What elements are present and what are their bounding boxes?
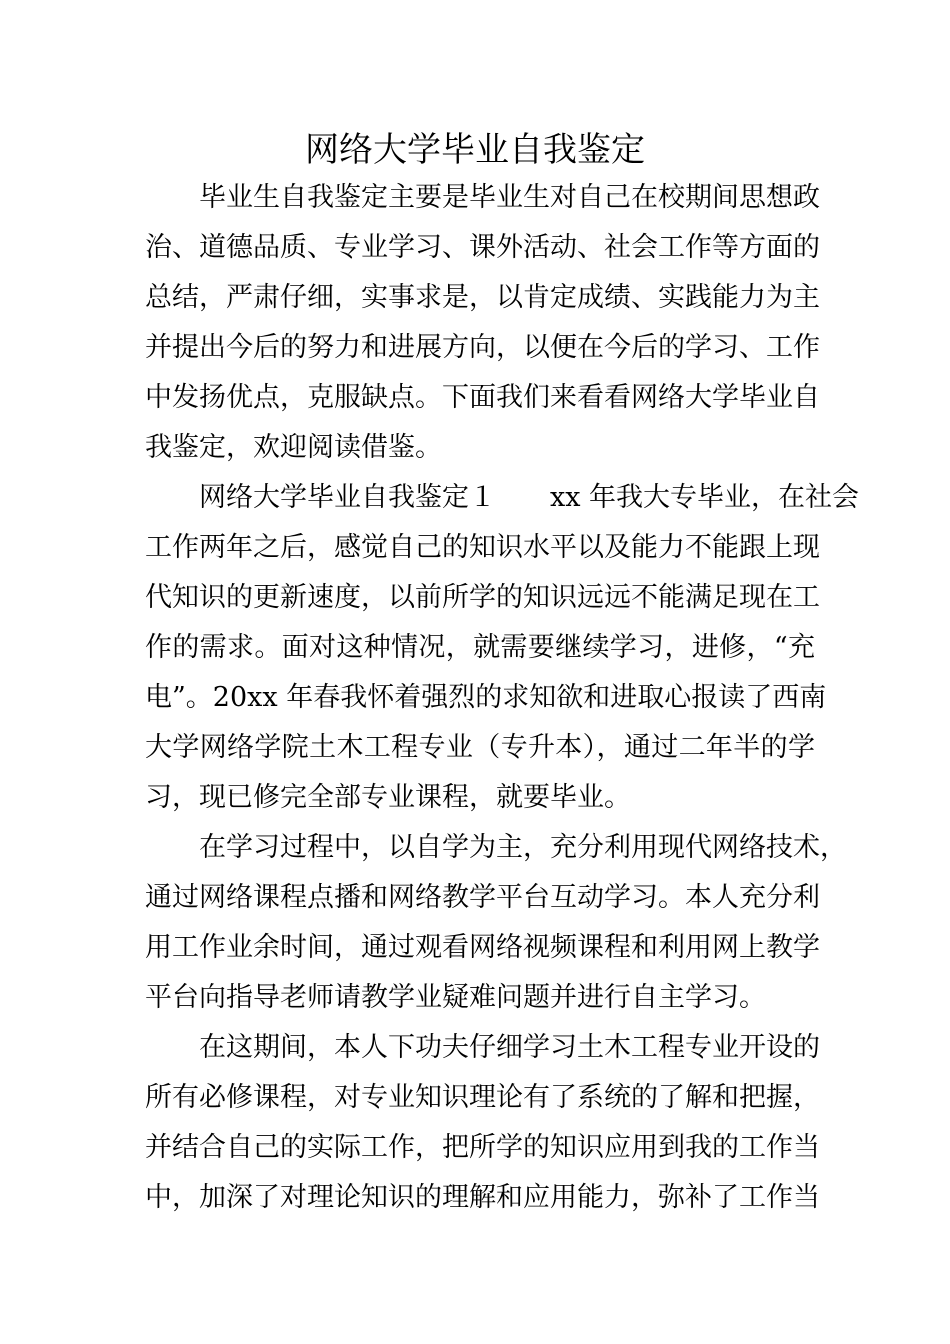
paragraph-1-line-1: 毕业生自我鉴定主要是毕业生对自己在校期间思想政 xyxy=(199,182,820,213)
paragraph-2-line-2: 工作两年之后，感觉自己的知识水平以及能力不能跟上现 xyxy=(145,532,820,563)
paragraph-3-line-4: 平台向指导老师请教学业疑难问题并进行自主学习。 xyxy=(145,982,766,1013)
paragraph-3-line-2: 通过网络课程点播和网络教学平台互动学习。本人充分利 xyxy=(145,882,820,913)
paragraph-4-line-2: 所有必修课程，对专业知识理论有了系统的了解和把握， xyxy=(145,1082,820,1113)
paragraph-4-line-1: 在这期间，本人下功夫仔细学习土木工程专业开设的 xyxy=(199,1032,820,1063)
paragraph-1-line-5: 中发扬优点，克服缺点。下面我们来看看网络大学毕业自 xyxy=(145,382,820,413)
paragraph-2-line-3: 代知识的更新速度，以前所学的知识远远不能满足现在工 xyxy=(145,582,820,613)
paragraph-2-line-4: 作的需求。面对这种情况，就需要继续学习，进修，“充 xyxy=(145,632,815,663)
paragraph-3-line-1: 在学习过程中，以自学为主，充分利用现代网络技术， xyxy=(199,832,847,863)
paragraph-1-line-3: 总结，严肃仔细，实事求是，以肯定成绩、实践能力为主 xyxy=(145,282,820,313)
paragraph-2-line-6: 大学网络学院土木工程专业（专升本），通过二年半的学 xyxy=(145,732,815,763)
paragraph-4-line-3: 并结合自己的实际工作，把所学的知识应用到我的工作当 xyxy=(145,1132,820,1163)
document-title: 网络大学毕业自我鉴定 xyxy=(305,130,645,170)
paragraph-1-line-4: 并提出今后的努力和进展方向，以便在今后的学习、工作 xyxy=(145,332,820,363)
paragraph-2-line-5: 电”。20xx 年春我怀着强烈的求知欲和进取心报读了西南 xyxy=(145,682,827,713)
paragraph-2-line-1: 网络大学毕业自我鉴定１ xx 年我大专毕业，在社会 xyxy=(199,482,860,513)
paragraph-1-line-6: 我鉴定，欢迎阅读借鉴。 xyxy=(145,432,442,463)
paragraph-2-line-7: 习，现已修完全部专业课程，就要毕业。 xyxy=(145,782,631,813)
paragraph-3-line-3: 用工作业余时间，通过观看网络视频课程和利用网上教学 xyxy=(145,932,820,963)
paragraph-1-line-2: 治、道德品质、专业学习、课外活动、社会工作等方面的 xyxy=(145,232,820,263)
paragraph-4-line-4: 中，加深了对理论知识的理解和应用能力，弥补了工作当 xyxy=(145,1182,820,1213)
